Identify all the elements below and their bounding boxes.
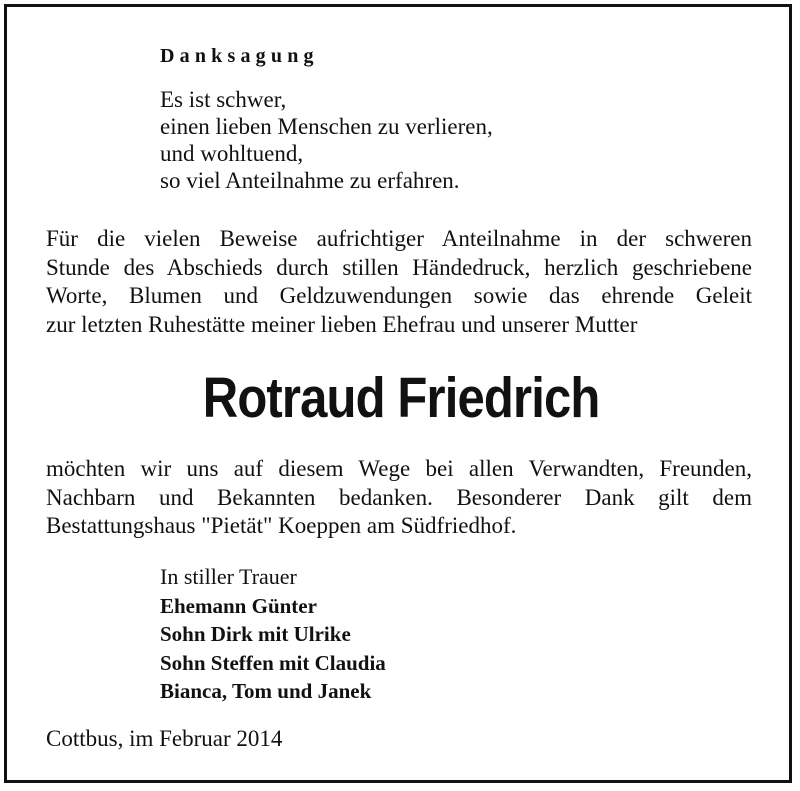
poem-line: Es ist schwer, xyxy=(160,87,287,112)
mourner-name: Bianca, Tom und Janek xyxy=(160,679,372,703)
deceased-name: Rotraud Friedrich xyxy=(202,366,600,430)
mourning-intro: In stiller Trauer xyxy=(160,564,297,589)
paragraph-line: Für die vielen Beweise aufrichtiger Anteilnahme in der schweren xyxy=(46,226,752,251)
paragraph-line: zur letzten Ruhestätte meiner lieben Ehefrau und unserer Mutter xyxy=(46,311,638,337)
paragraph-line: Stunde des Abschieds durch stillen Händedruck, herzlich geschriebene xyxy=(46,254,752,280)
poem-line: so viel Anteilnahme zu erfahren. xyxy=(160,168,460,193)
mourner-name: Sohn Dirk mit Ulrike xyxy=(160,622,351,646)
thanks-paragraph-1 xyxy=(46,225,752,339)
place-date: Cottbus, im Februar 2014 xyxy=(46,726,283,751)
paragraph-line: Nachbarn und Bekannten bedanken. Besonderer Dank gilt dem xyxy=(46,484,752,510)
poem-verse xyxy=(160,86,493,194)
notice-heading: Danksagung xyxy=(160,45,319,67)
paragraph-line: Bestattungshaus "Pietät" Koeppen am Südfriedhof. xyxy=(46,513,517,538)
paragraph-line: möchten wir uns auf diesem Wege bei allen Verwandten, Freunden, xyxy=(46,456,752,481)
poem-line: und wohltuend, xyxy=(160,141,304,166)
mourner-name: Ehemann Günter xyxy=(160,593,317,618)
thanks-paragraph-2 xyxy=(46,455,752,541)
poem-line: einen lieben Menschen zu verlieren, xyxy=(160,114,493,139)
mourner-name: Sohn Steffen mit Claudia xyxy=(160,650,386,675)
mourners-list xyxy=(160,563,386,706)
paragraph-line: Worte, Blumen und Geldzuwendungen sowie das ehrende Geleit xyxy=(46,283,752,308)
